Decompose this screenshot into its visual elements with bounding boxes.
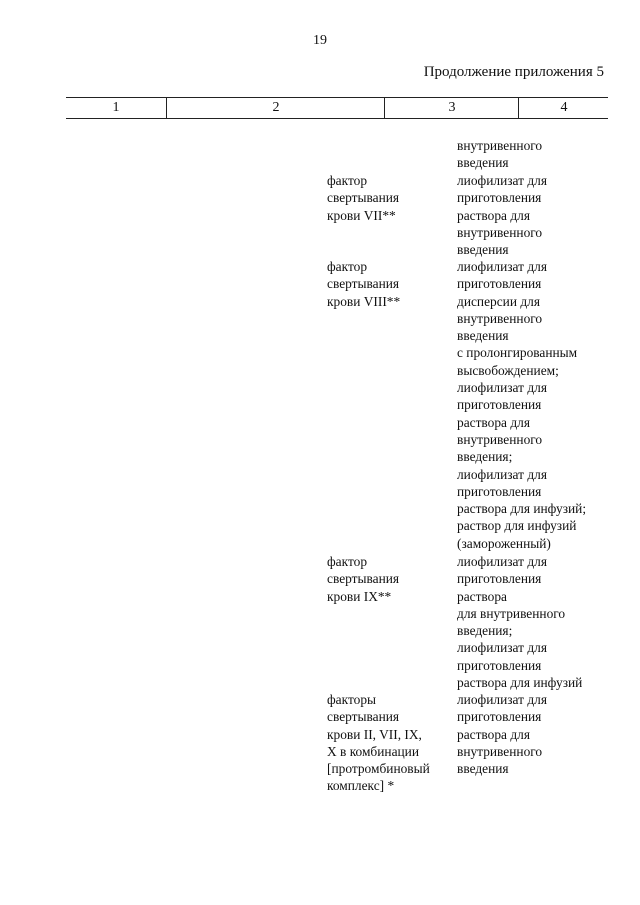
drug-name: факторы свертывания крови II, VII, IX, X в комбинации [протромбиновый комплекс] * — [327, 692, 430, 794]
dosage-forms: лиофилизат для приготовления раствора для внутривенного введения — [457, 173, 547, 258]
header-cell-2: 2 — [166, 98, 385, 118]
header-cell-3: 3 — [384, 98, 519, 118]
dosage-forms: лиофилизат для приготовления раствора для внутривенного введения; лиофилизат для приготовления раствора для инфузий — [457, 554, 583, 691]
header-cell-4: 4 — [518, 98, 609, 118]
dosage-forms: лиофилизат для приготовления раствора для внутривенного введения — [457, 692, 547, 777]
dosage-forms: внутривенного введения — [457, 138, 543, 171]
dosage-forms: лиофилизат для приготовления дисперсии для внутривенного введения с пролонгированным высвобождением; лиофилизат для приготовления раствора для внутривенного введения; лиофилизат для приготовления раствора для инфузий; раствор для инфузий (замороженный) — [457, 259, 587, 551]
drug-name: фактор свертывания крови VIII** — [327, 259, 401, 309]
drug-name: фактор свертывания крови VII** — [327, 173, 400, 223]
page-number: 19 — [313, 33, 327, 48]
continuation-title: Продолжение приложения 5 — [423, 64, 604, 80]
drug-name: фактор свертывания крови IX** — [327, 554, 400, 604]
header-cell-1: 1 — [112, 100, 120, 115]
table-header-row — [66, 97, 608, 119]
